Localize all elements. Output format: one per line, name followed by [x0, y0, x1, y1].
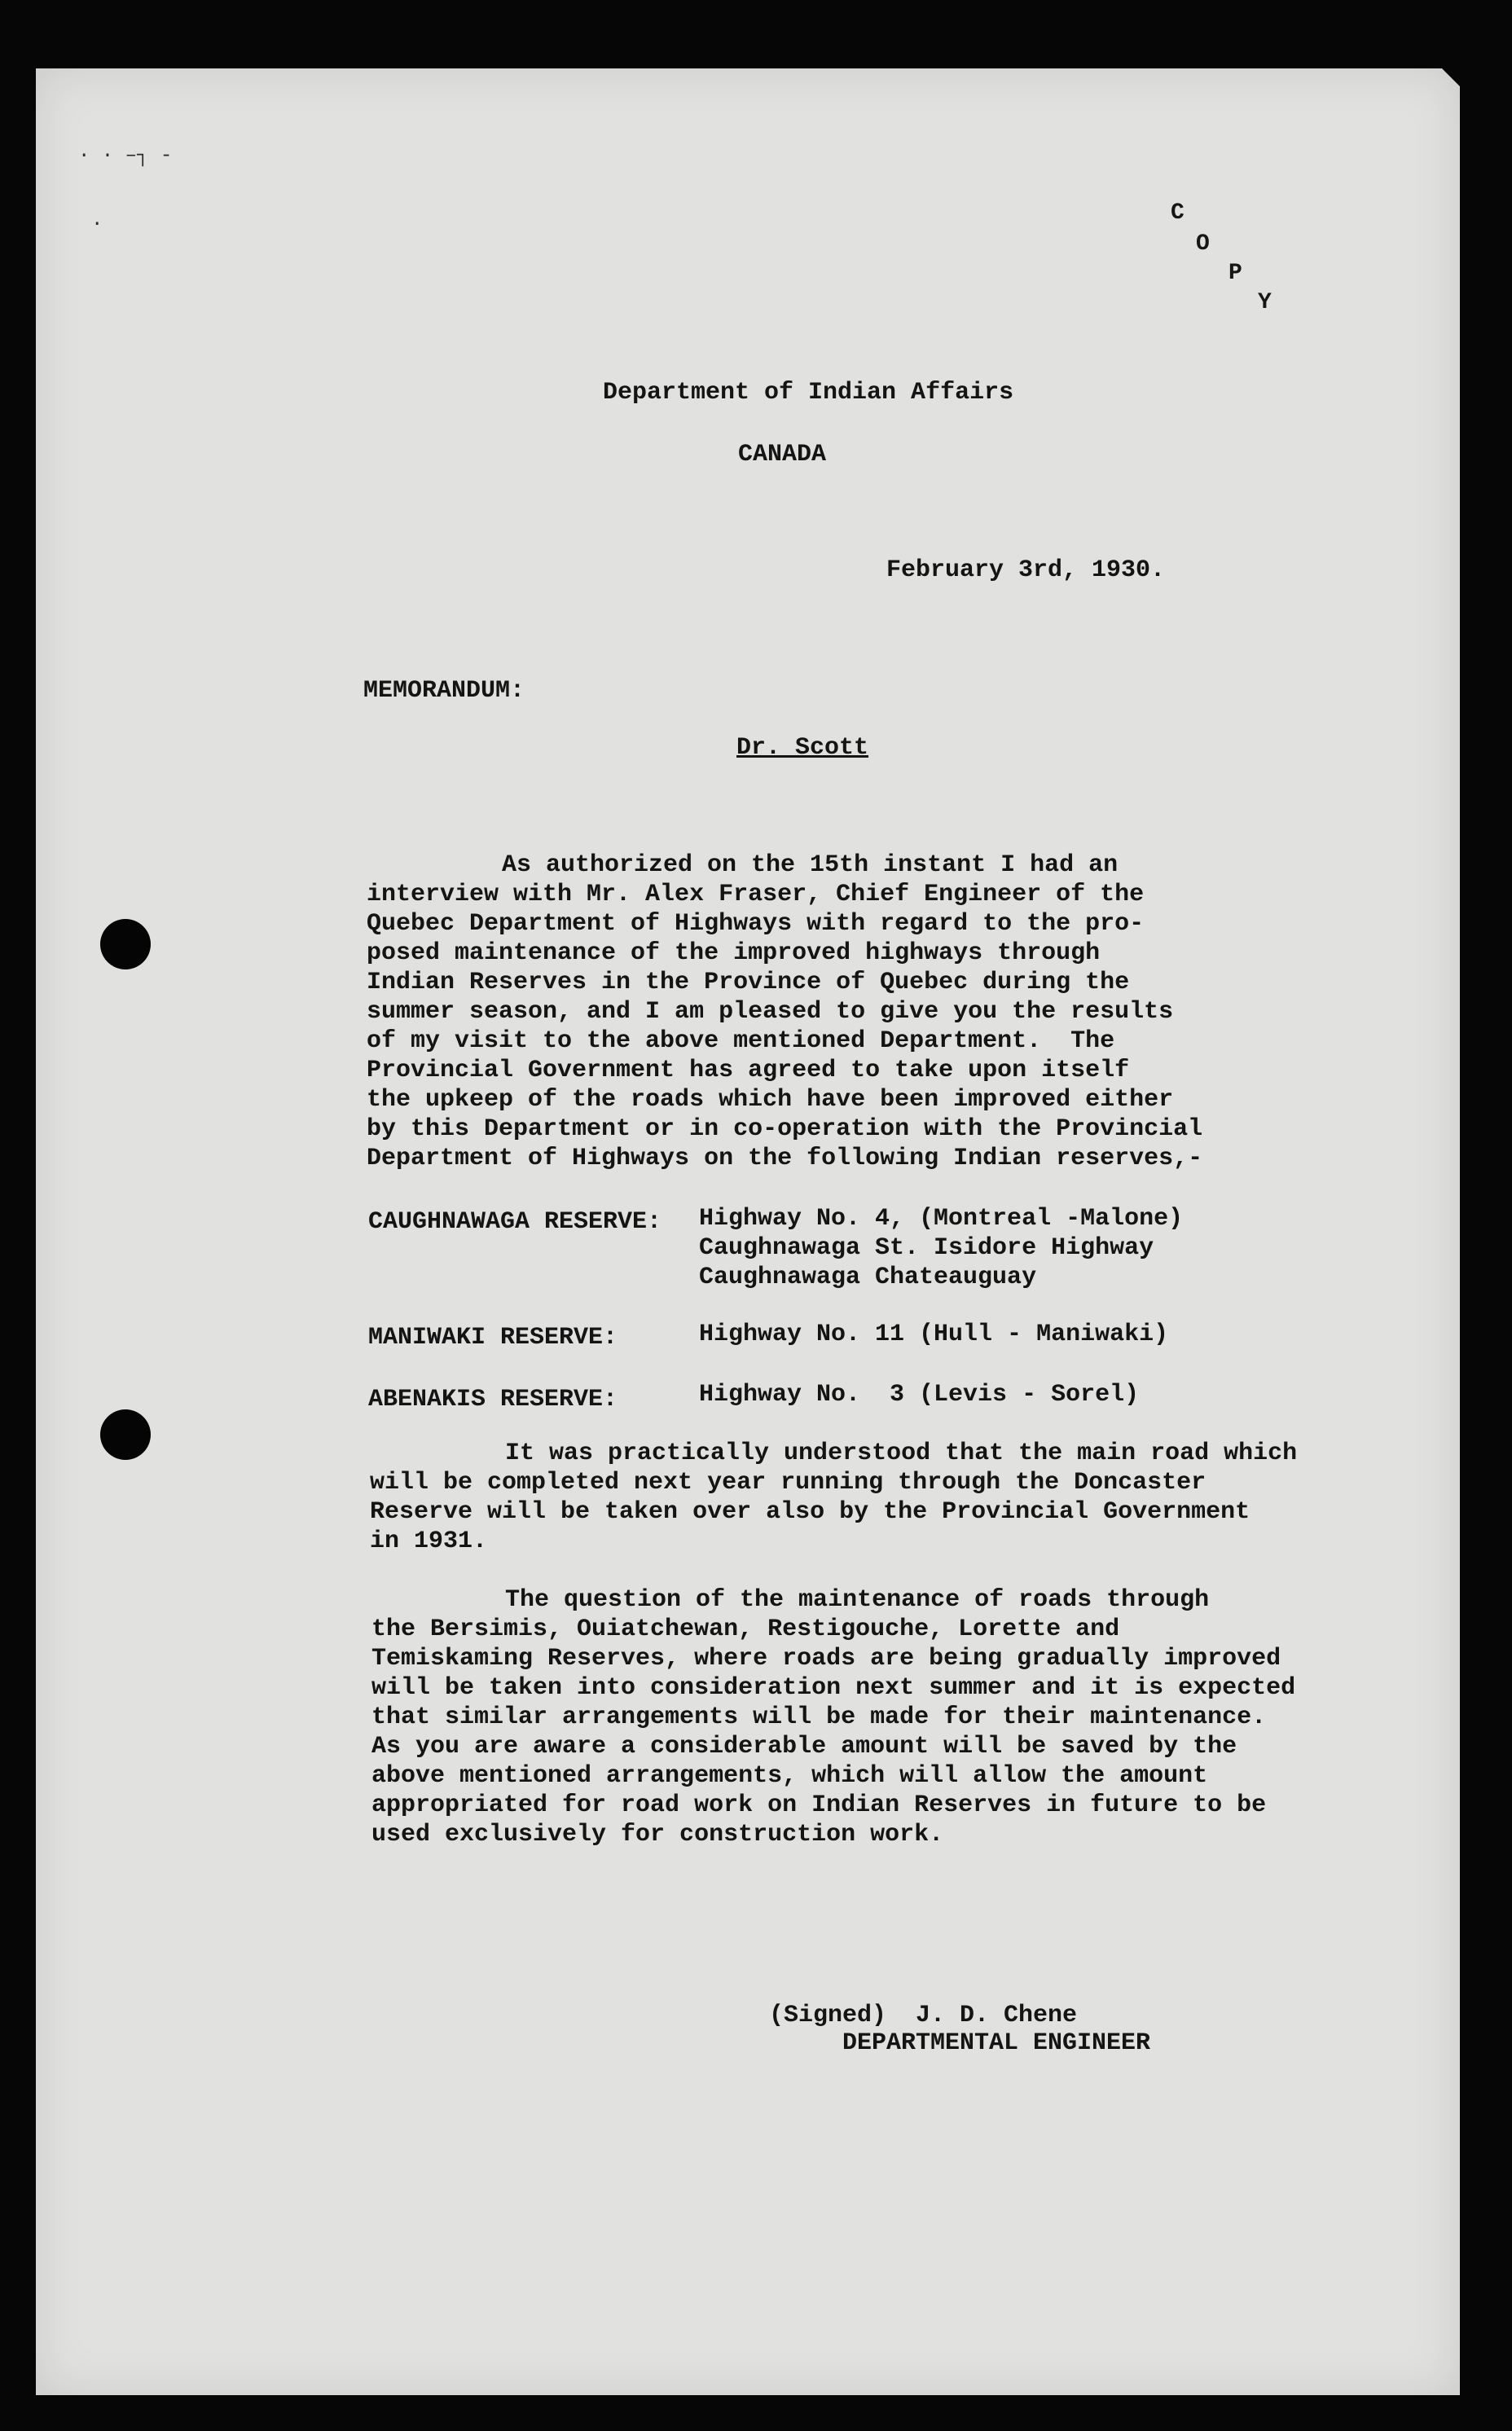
paragraph-line: posed maintenance of the improved highways through	[367, 939, 1101, 967]
paragraph-line: the Bersimis, Ouiatchewan, Restigouche, Lorette and	[371, 1616, 1120, 1643]
reserve-highway: Caughnawaga St. Isidore Highway	[699, 1234, 1154, 1262]
copy-letter-y: Y	[1258, 290, 1272, 315]
punch-hole-top	[100, 919, 151, 969]
copy-letter-p: P	[1228, 261, 1242, 286]
paragraph-line: Reserve will be taken over also by the Provincial Government	[370, 1498, 1250, 1526]
paragraph-line: by this Department or in co-operation with the Provincial	[367, 1115, 1203, 1143]
reserve-highway: Highway No. 4, (Montreal -Malone)	[699, 1205, 1184, 1233]
stray-dot: ·	[91, 213, 103, 235]
addressee: Dr. Scott	[736, 734, 869, 762]
page-corner	[1442, 68, 1460, 86]
punch-hole-bottom	[100, 1409, 151, 1460]
copy-letter-o: O	[1196, 231, 1210, 257]
memorandum-label: MEMORANDUM:	[363, 677, 525, 705]
paragraph-line: The question of the maintenance of roads through	[505, 1586, 1210, 1614]
department-heading: Department of Indian Affairs	[603, 379, 1014, 407]
paragraph-line: Temiskaming Reserves, where roads are being gradually improved	[371, 1645, 1281, 1673]
paragraph-line: used exclusively for construction work.	[371, 1821, 944, 1849]
paragraph-line: in 1931.	[370, 1528, 488, 1555]
reserve-highway: Highway No. 11 (Hull - Maniwaki)	[699, 1321, 1169, 1348]
paragraph-line: will be completed next year running through the Doncaster	[370, 1469, 1207, 1497]
reserve-highway: Highway No. 3 (Levis - Sorel)	[699, 1381, 1140, 1409]
stray-mark: · · –┐ -	[78, 145, 173, 167]
paragraph-line: appropriated for road work on Indian Reserves in future to be	[371, 1791, 1267, 1819]
signature-title: DEPARTMENTAL ENGINEER	[842, 2029, 1151, 2057]
reserve-highway: Caughnawaga Chateauguay	[699, 1264, 1037, 1291]
paragraph-line: It was practically understood that the main road which	[505, 1440, 1298, 1467]
country-heading: CANADA	[738, 441, 827, 468]
paragraph-line: interview with Mr. Alex Fraser, Chief Engineer of the	[367, 881, 1145, 908]
paragraph-line: Indian Reserves in the Province of Quebec during the	[367, 969, 1130, 996]
reserve-name-abenakis: ABENAKIS RESERVE:	[368, 1386, 618, 1413]
memo-date: February 3rd, 1930.	[886, 556, 1166, 584]
reserve-name-maniwaki: MANIWAKI RESERVE:	[368, 1324, 618, 1352]
signature-line: (Signed) J. D. Chene	[769, 2002, 1078, 2029]
paragraph-line: the upkeep of the roads which have been improved either	[367, 1086, 1174, 1114]
paragraph-line: summer season, and I am pleased to give you the results	[367, 998, 1174, 1026]
paragraph-line: above mentioned arrangements, which will allow the amount	[371, 1762, 1208, 1790]
paragraph-line: that similar arrangements will be made for their maintenance.	[371, 1703, 1267, 1731]
paragraph-line: Department of Highways on the following Indian reserves,-	[367, 1145, 1203, 1172]
paragraph-line: will be taken into consideration next summer and it is expected	[371, 1674, 1296, 1702]
paragraph-line: As you are aware a considerable amount will be saved by the	[371, 1733, 1237, 1761]
copy-letter-c: C	[1171, 200, 1185, 226]
paragraph-line: of my visit to the above mentioned Department. The	[367, 1027, 1115, 1055]
reserve-name-caughnawaga: CAUGHNAWAGA RESERVE:	[368, 1208, 662, 1236]
paragraph-line: Provincial Government has agreed to take upon itself	[367, 1057, 1130, 1084]
paragraph-line: As authorized on the 15th instant I had an	[502, 851, 1119, 879]
paragraph-line: Quebec Department of Highways with regard to the pro-	[367, 910, 1145, 938]
